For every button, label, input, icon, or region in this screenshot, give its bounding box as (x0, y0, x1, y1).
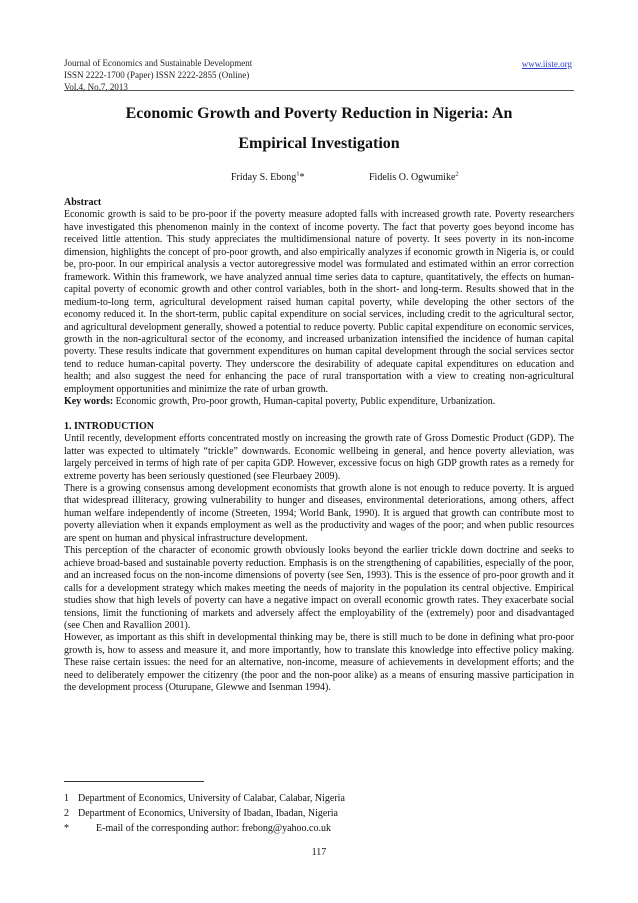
author-2-affil-mark: 2 (455, 170, 459, 178)
author-1-affil-mark: 1 (296, 170, 300, 178)
footnote-1-text: Department of Economics, University of Calabar, Calabar, Nigeria (78, 793, 345, 804)
keywords-text: Economic growth, Pro-poor growth, Human-capital poverty, Public expenditure, Urbanization. (115, 396, 496, 408)
footnote-2-text: Department of Economics, University of Ibadan, Ibadan, Nigeria (78, 808, 338, 819)
intro-paragraph: However, as important as this shift in developmental thinking may be, there is still much to be done in defining what pro-poor growth is, how to assess and measure it, and more importantly, how to translate this knowledge into effective policy making. These raise certain issues: the need for an alternative, non-income, measure of achievements in development efforts; and the need to deliberately empower the citizenry (the poor and the non-poor alike) as a means of ensuring massive participation in the development process (Oturupane, Glewwe and Isenman 1994). (64, 632, 574, 694)
keywords-label: Key words: (64, 396, 114, 408)
author-1-corresponding-mark: * (299, 172, 305, 183)
header-rule (64, 90, 574, 91)
footnote-2 (64, 808, 338, 820)
section-heading-introduction: 1. INTRODUCTION (64, 420, 155, 432)
journal-volume: Vol.4, No.7, 2013 (64, 82, 128, 92)
footnote-1-mark: 1 (64, 793, 69, 804)
author-1 (231, 172, 305, 183)
keywords (64, 396, 574, 408)
paper-title-line-1: Economic Growth and Poverty Reduction in Nigeria: An (125, 105, 513, 122)
footnote-3-text: E-mail of the corresponding author: frebong@yahoo.co.uk (96, 823, 331, 834)
footnote-2-mark: 2 (64, 808, 69, 819)
abstract-heading: Abstract (64, 197, 102, 208)
intro-paragraph: This perception of the character of economic growth obviously looks beyond the earlier trickle down doctrine and seeks to achieve broad-based and sustainable poverty reduction. Emphasis is on the strengthening of capabilities, especially of the poor, and an increased focus on the non-income dimensions of poverty (see Sen, 1993). This is the essence of pro-poor growth and it calls for a development strategy which makes meeting the needs of majority in the population its central objective. Empirical studies show that high levels of poverty can have a negative impact on overall economic growth rates. They exacerbate social tensions, limit the functioning of markets and adversely affect the employability of the (extremely) poor and disadvantaged (see Chen and Ravallion 2001). (64, 545, 574, 631)
author-1-name: Friday S. Ebong (231, 172, 297, 183)
intro-paragraph: Until recently, development efforts concentrated mostly on increasing the growth rate of Gross Domestic Product (GDP). The latter was expected to ultimately “trickle” downwards. Economic wellbeing in general, and hence poverty alleviation, was largely perceived in terms of high rate of per capita GDP. However, excessive focus on high GDP growth rates as a remedy for extreme poverty has been seriously questioned (see Fleurbaey 2009). (64, 433, 574, 482)
footnote-1 (64, 793, 345, 805)
journal-name: Journal of Economics and Sustainable Development (64, 58, 253, 68)
footnote-rule (64, 781, 204, 782)
paper-title-line-2: Empirical Investigation (238, 135, 400, 152)
journal-url-link[interactable]: www.iiste.org (521, 59, 572, 69)
intro-paragraph: There is a growing consensus among development economists that growth alone is not enough to reduce poverty. It is argued that widespread illiteracy, growing vulnerability to hunger and diseases, environmental deteriorations, among others, affect human welfare independently of income (Streeten, 1994; World Bank, 1990). It is argued that growth can contribute most to poverty alleviation when it expands employment as well as the productivity and wages of the poor; and when public resources are spent on human and physical infrastructure development. (64, 482, 574, 544)
paper-body (64, 197, 574, 695)
footnote-3 (64, 823, 331, 835)
page-number: 117 (311, 847, 327, 858)
author-2-name: Fidelis O. Ogwumike (369, 172, 456, 183)
abstract-text: Economic growth is said to be pro-poor if the poverty measure adopted falls with increased growth rate. Poverty researchers have investigated this phenomenon mainly in the context of income poverty. The fact that poverty goes beyond income has received little attention. This study appreciates the multidimensional nature of poverty. It sees poverty in its non-income dimension, highlights the concept of pro-poor growth, and also empirically analyzes if economic growth in Nigeria is, or could be, pro-poor. In our empirical analysis a vector autoregressive model was formulated and estimated within an error correction framework. Within this framework, we have analyzed annual time series data to capture, quantitatively, the effects on human-capital poverty of economic growth and other control variables, both in the short- and long-term. Results showed that in the medium-to-long term, agricultural development raised human capital poverty, while developing the other sectors of the economy reduced it. In the short-term, public capital expenditure on social services, including credit to the agricultural sector, and agricultural development generally, showed a potential to reduce poverty. Public capital expenditure on economic services, growth in the non-agricultural sector of the economy, and increased urbanization intensified the incidence of human capital poverty. These results indicate that government expenditures on human capital development through the social services sector tend to reduce human-capital poverty. They underscore the desirability of adequate capital expenditures on education and health; and also suggest the need for enhancing the pace of rural transportation with a view to creating non-agricultural employment opportunities and minimize the rate of urban growth. (64, 209, 574, 395)
journal-issn: ISSN 2222-1700 (Paper) ISSN 2222-2855 (Online) (64, 70, 250, 80)
author-2 (369, 172, 459, 183)
footnote-3-mark: * (64, 823, 69, 834)
